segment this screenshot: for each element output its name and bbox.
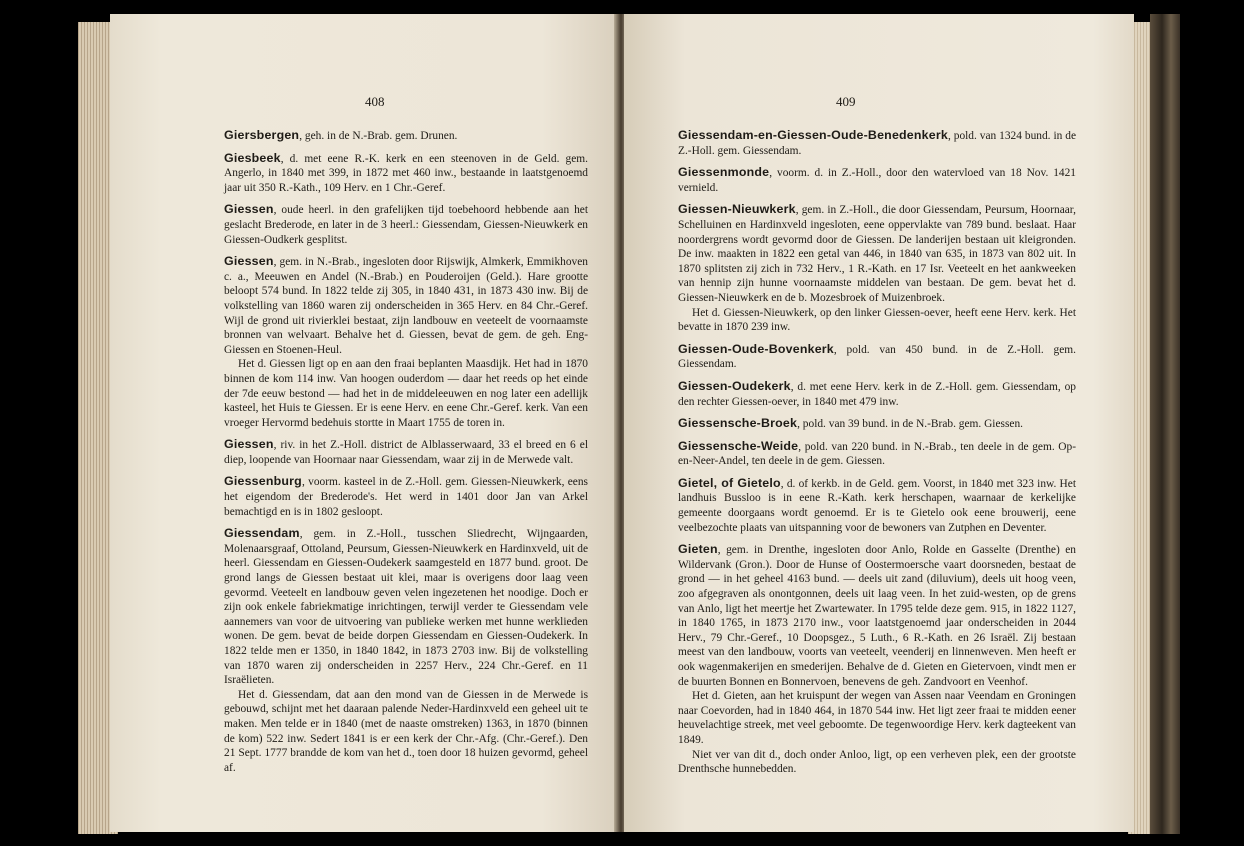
entry-text: , riv. in het Z.-Holl. district de Alblasserwaard, 33 el breed en 6 el diep, loopende van Hoornaar naar Giessendam, waar zij in de Merwede valt. bbox=[224, 439, 588, 466]
entry bbox=[678, 165, 1076, 195]
right-page bbox=[624, 14, 1134, 832]
entry bbox=[224, 151, 588, 196]
entry-paragraph: Het d. Giessen-Nieuwkerk, op den linker Giessen-oever, heeft eene Herv. kerk. Het bevatte in 1870 239 inw. bbox=[678, 306, 1076, 334]
entry-paragraph: Het d. Giessen ligt op en aan den fraai beplanten Maasdijk. Het had in 1870 binnen de kom 114 inw. Van hoogen ouderdom — daar het reeds op het einde der 7de eeuw bestond — had het in de middeleeuwen en nog later een adellijk kasteel, het Huis te Giessen. Er is eene Herv. en eene Chr.-Geref. kerk. Van een vroeger Hervormd bedehuis stortte in Maart 1755 de toren in. bbox=[224, 358, 588, 429]
entry bbox=[678, 202, 1076, 334]
entry-text: , gem. in N.-Brab., ingesloten door Rijswijk, Almkerk, Emmikhoven c. a., Meeuwen en Andel (N.-Brab.) en Pouderoijen (Geld.). Hare grootte beloopt 574 bund. In 1822 telde zij 305, in 1840 431, in 1873 430 inw. Bij de volkstelling van 1860 waren zij onderscheiden in 365 Herv. en 84 Chr.-Geref. Wijl de grond uit rivierklei bestaat, zijn landbouw en veeteelt de voornaamste bronnen van welvaart. Behalve het d. Giessen, bevat de gem. de geh. Eng-Giessen en Stoenen-Heul. bbox=[224, 256, 588, 356]
entry bbox=[224, 254, 588, 430]
entry bbox=[678, 439, 1076, 469]
entry-text: , gem. in Z.-Holl., die door Giessendam, Peursum, Hoornaar, Schelluinen en Hardinxveld ingesloten, eene oppervlakte van 789 bund. beslaat. Haar noordergrens wordt gevormd door de Giessen. De landerijen bestaan uit kleigronden. De inw. maakten in 1822 een getal van 446, in 1840 van 635, in 1873 van 802 uit. In 1870 splitsten zij zich in 732 Herv., 1 R.-Kath. en 17 Isr. Veeteelt en het aankweeken van hennip zijn hunne voornaamste middelen van bestaan. De gem. bevat het d. Giessen-Nieuwkerk en de b. Mozesbroek of Muizenbroek. bbox=[678, 204, 1076, 304]
entry-paragraph: Het d. Gieten, aan het kruispunt der wegen van Assen naar Veendam en Groningen naar Coevorden, had in 1840 464, in 1870 544 inw. Het ligt zeer fraai te midden eener heuvelachtige streek, met veel geboomte. De tegenwoordige Herv. kerk dagteekent van 1849. bbox=[678, 690, 1076, 746]
entry-headword: Giessensche-Weide bbox=[678, 438, 799, 453]
entry-text: , geh. in de N.-Brab. gem. Drunen. bbox=[299, 130, 458, 142]
right-page-text bbox=[678, 128, 1076, 784]
entry-headword: Giessen bbox=[224, 254, 274, 269]
entry-text: , voorm. d. in Z.-Holl., door den watervloed van 18 Nov. 1421 vernield. bbox=[678, 167, 1076, 194]
entry-headword: Giersbergen bbox=[224, 128, 300, 142]
entry-headword: Giessen bbox=[224, 202, 274, 217]
entry-text: , voorm. kasteel in de Z.-Holl. gem. Giessen-Nieuwkerk, eens het eigendom der Brederode's. Het werd in 1401 door Jan van Arkel bemachtigd en is in 1802 gesloopt. bbox=[224, 476, 588, 518]
entry bbox=[678, 476, 1076, 535]
entry-paragraph: Niet ver van dit d., doch onder Anloo, ligt, op een verheven plek, een der grootste Drenthsche hunnebedden. bbox=[678, 748, 1076, 776]
entry-text: , pold. van 220 bund. in N.-Brab., ten deele in de gem. Op-en-Neer-Andel, ten deele in de gem. Giessen. bbox=[678, 440, 1076, 468]
entry-paragraph: Het d. Giessendam, dat aan den mond van de Giessen in de Merwede is gebouwd, schijnt met het daaraan palende Neder-Hardinxveld een geheel uit te maken. Men telde er in 1840 (met de naaste omstreken) 1363, in 1870 (binnen de kom) 522 inw. Sedert 1841 is er een kerk der Chr.-Afg. (Chr.-Geref.). Den 21 Sept. 1777 brandde de kom van het d., toen door 18 huizen gevormd, geheel af. bbox=[224, 688, 588, 774]
entry-text: , pold. van 450 bund. in de Z.-Holl. gem. Giessendam. bbox=[678, 343, 1076, 371]
entry bbox=[678, 542, 1076, 777]
entry-headword: Giessendam-en-Giessen-Oude-Benedenkerk bbox=[678, 128, 948, 142]
entry-text: , d. met eene R.-K. kerk en een steenoven in de Geld. gem. Angerlo, in 1840 met 399, in 1872 met 460 inw., bestaande in laatstgenoemd jaar uit 350 R.-Kath., 109 Herv. en 1 Chr.-Geref. bbox=[224, 152, 588, 194]
entry-text: , d. met eene Herv. kerk in de Z.-Holl. gem. Giessendam, op den rechter Giessen-oever, in 1840 met 479 inw. bbox=[678, 380, 1076, 408]
page-number: 409 bbox=[836, 94, 856, 109]
entry-headword: Giessen-Oude-Bovenkerk bbox=[678, 341, 834, 356]
left-page-text bbox=[224, 128, 588, 782]
entry-headword: Giessenmonde bbox=[678, 165, 770, 180]
page-number: 408 bbox=[365, 94, 385, 109]
book-cover-edge bbox=[1150, 14, 1180, 834]
entry-text: , pold. van 39 bund. in de N.-Brab. gem. Giessen. bbox=[797, 418, 1023, 431]
entry-headword: Giessensche-Broek bbox=[678, 416, 798, 431]
entry-headword: Gieten bbox=[678, 542, 718, 557]
entry-headword: Gietel, of Gietelo bbox=[678, 475, 781, 490]
entry bbox=[224, 526, 588, 775]
entry-text: , gem. in Z.-Holl., tusschen Sliedrecht, Wijngaarden, Molenaarsgraaf, Ottoland, Peursum, Giessen-Nieuwkerk en Hardinxveld, uit de heerl. Giessendam en Giessen-Oudekerk saamgesteld en 1877 bund. groot. De grond langs de Giessen bestaat uit klei, maar is overigens door laag veen gevormd. Veeteelt en landbouw geven velen ingezetenen het noodige. Doch er zijn ook enkele fabriekmatige inrichtingen, terwijl verder te Giessendam vele aannemers van voor de uitvoering van publieke werken met hunne werklieden wonen. De gem. bevat de beide dorpen Giessendam en Giessen-Oudekerk. In 1822 telde men er 1350, in 1840 1842, in 1873 2703 inw. Bij de volkstelling van 1870 waren zij onderscheiden in 2257 Herv., 224 Chr.-Geref. en 11 Israëlieten. bbox=[224, 528, 588, 687]
entry-headword: Giesbeek bbox=[224, 150, 281, 165]
entry bbox=[678, 128, 1076, 158]
entry-headword: Giessen bbox=[224, 437, 274, 452]
entry-headword: Giessenburg bbox=[224, 474, 302, 489]
entry bbox=[224, 128, 588, 144]
entry bbox=[678, 379, 1076, 409]
entry bbox=[224, 474, 588, 519]
left-page bbox=[110, 14, 618, 832]
entry bbox=[678, 416, 1076, 432]
entry bbox=[224, 437, 588, 467]
entry-text: , gem. in Drenthe, ingesloten door Anlo, Rolde en Gasselte (Drenthe) en Wildervank (Gron.). Door de Hunse of Oostermoersche vaart doorsneden, bestaat de grond — in het geheel 4163 bund. — deels uit zand (diluvium), deels uit hoog veen, zoo afgegraven als onontgonnen, deels uit laag veen. In het zuid-westen, op de grens van Anlo, ligt het meertje het Zwartewater. In 1795 telde deze gem. 915, in 1822 1127, in 1840 1765, in 1873 2170 inw., voor laatstgenoemd jaar onderscheiden in 2044 Herv., 79 Chr.-Geref., 10 Doopsgez., 5 Luth., 6 R.-Kath. en 26 Israël. Zij bestaan meest van den landbouw, voorts van veeteelt, veenderij en linnenweven. Men heeft er ook wagenmakerijen en smederijen. Behalve de d. Gieten en Gietervoen, vindt men er de buurten Bonnen en Bonnervoen, benevens de geh. Zandvoort en Veenhof. bbox=[678, 544, 1076, 688]
entry bbox=[224, 202, 588, 247]
entry-headword: Giessen-Nieuwkerk bbox=[678, 202, 796, 217]
entry-text: , d. of kerkb. in de Geld. gem. Voorst, in 1840 met 323 inw. Het landhuis Bussloo is in eene R.-Kath. kerk herschapen, waarnaar de kerkelijke gemeente doorgaans wordt genoemd. Er is te Gietelo ook eene brouwerij, eene veelbezochte plaats van uitspanning voor de bewoners van Zutphen en Deventer. bbox=[678, 477, 1076, 534]
entry-headword: Giessendam bbox=[224, 526, 300, 541]
entry-text: , oude heerl. in den grafelijken tijd toebehoord hebbende aan het geslacht Brederode, en later in de 3 heerl.: Giessendam, Giessen-Nieuwkerk en Giessen-Oudkerk gesplitst. bbox=[224, 204, 588, 246]
entry bbox=[678, 342, 1076, 372]
entry-headword: Giessen-Oudekerk bbox=[678, 378, 791, 393]
entry-text: , pold. van 1324 bund. in de Z.-Holl. gem. Giessendam. bbox=[678, 130, 1076, 157]
